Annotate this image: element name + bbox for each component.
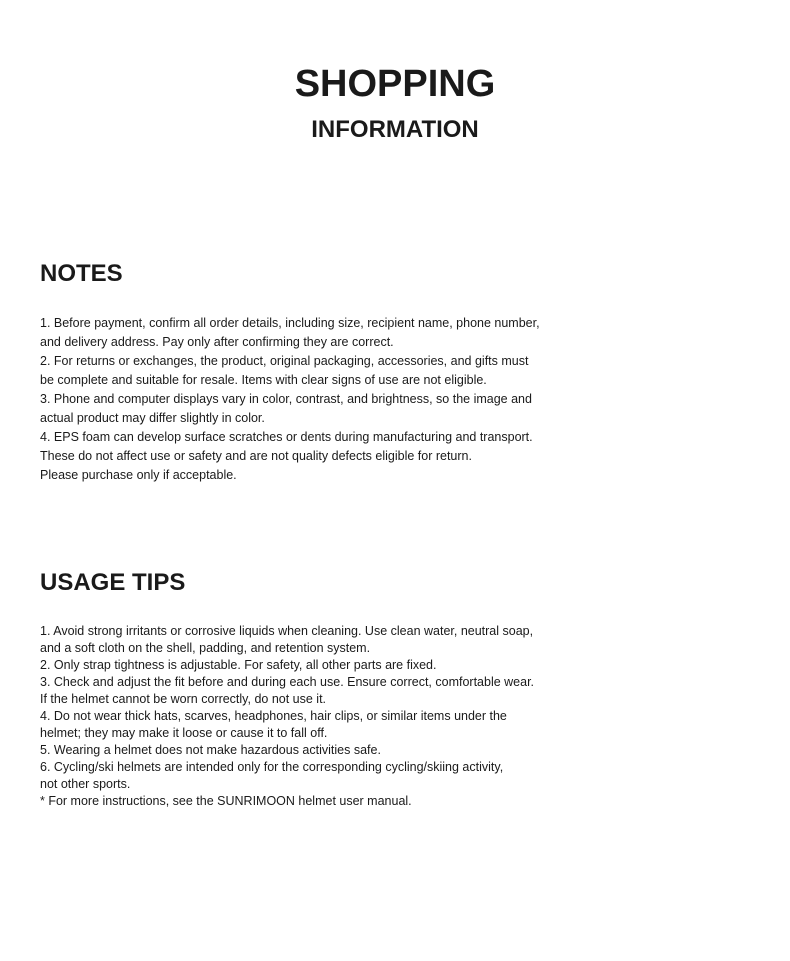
notes-line: 2. For returns or exchanges, the product, original packaging, accessories, and gifts must <box>40 354 529 368</box>
page-title: SHOPPING <box>294 63 496 105</box>
notes-line: These do not affect use or safety and are not quality defects eligible for return. <box>40 449 472 463</box>
notes-heading: NOTES <box>40 260 123 287</box>
notes-line: Please purchase only if acceptable. <box>40 468 237 482</box>
notes-line: be complete and suitable for resale. Items with clear signs of use are not eligible. <box>40 373 487 387</box>
usage-tips-heading: USAGE TIPS <box>40 569 186 596</box>
usage-tip-line: If the helmet cannot be worn correctly, do not use it. <box>40 692 327 706</box>
notes-line: and delivery address. Pay only after confirming they are correct. <box>40 335 394 349</box>
page-subtitle: INFORMATION <box>311 116 479 143</box>
usage-tip-line: 6. Cycling/ski helmets are intended only for the corresponding cycling/skiing activity, <box>40 760 504 774</box>
usage-tip-line: 2. Only strap tightness is adjustable. For safety, all other parts are fixed. <box>40 658 437 672</box>
usage-tip-line: 1. Avoid strong irritants or corrosive liquids when cleaning. Use clean water, neutral soap, <box>40 624 534 638</box>
notes-body <box>40 314 600 485</box>
usage-tips-body <box>40 623 600 810</box>
notes-line: 1. Before payment, confirm all order details, including size, recipient name, phone number, <box>40 316 540 330</box>
notes-line: actual product may differ slightly in color. <box>40 411 265 425</box>
usage-tip-line: 3. Check and adjust the fit before and during each use. Ensure correct, comfortable wear. <box>40 675 535 689</box>
usage-tip-line: not other sports. <box>40 777 131 791</box>
usage-tip-line: * For more instructions, see the SUNRIMOON helmet user manual. <box>40 794 412 808</box>
usage-tip-line: 5. Wearing a helmet does not make hazardous activities safe. <box>40 743 381 757</box>
usage-tip-line: helmet; they may make it loose or cause it to fall off. <box>40 726 328 740</box>
usage-tip-line: 4. Do not wear thick hats, scarves, headphones, hair clips, or similar items under the <box>40 709 507 723</box>
notes-line: 3. Phone and computer displays vary in color, contrast, and brightness, so the image and <box>40 392 532 406</box>
usage-tip-line: and a soft cloth on the shell, padding, and retention system. <box>40 641 371 655</box>
notes-line: 4. EPS foam can develop surface scratches or dents during manufacturing and transport. <box>40 430 533 444</box>
